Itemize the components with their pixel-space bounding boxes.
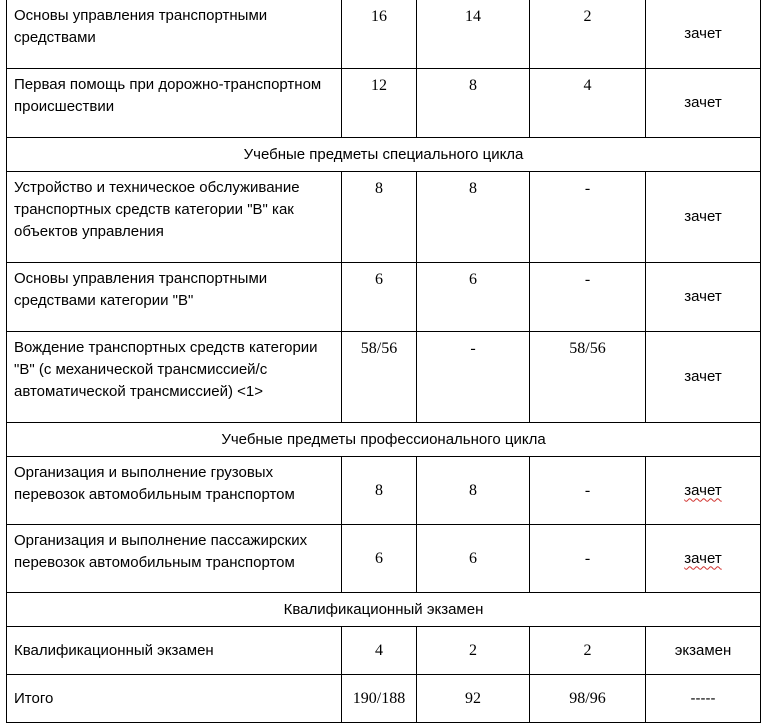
subject-cell: Организация и выполнение пассажирских перевозок автомобильным транспортом: [7, 525, 342, 593]
theory-hours-cell: 8: [417, 172, 530, 263]
theory-hours-cell: 2: [417, 627, 530, 675]
table-row: [7, 263, 761, 332]
practice-hours-cell: 2: [530, 627, 646, 675]
table-row-total: [7, 675, 761, 723]
section-heading: Квалификационный экзамен: [7, 593, 761, 627]
theory-hours-cell: 8: [417, 457, 530, 525]
theory-hours-cell: 8: [417, 69, 530, 138]
practice-hours-cell: 2: [530, 0, 646, 69]
total-hours-cell: 12: [342, 69, 417, 138]
table-row: [7, 332, 761, 423]
certification-cell: [646, 525, 761, 593]
section-heading: Учебные предметы специального цикла: [7, 138, 761, 172]
total-hours-cell: 190/188: [342, 675, 417, 723]
theory-hours-cell: 14: [417, 0, 530, 69]
certification-cell: зачет: [646, 172, 761, 263]
total-hours-cell: 6: [342, 525, 417, 593]
practice-hours-cell: -: [530, 457, 646, 525]
table-row: [7, 172, 761, 263]
practice-hours-cell: -: [530, 172, 646, 263]
theory-hours-cell: -: [417, 332, 530, 423]
practice-hours-cell: -: [530, 263, 646, 332]
theory-hours-cell: 92: [417, 675, 530, 723]
practice-hours-cell: -: [530, 525, 646, 593]
total-hours-cell: 16: [342, 0, 417, 69]
subject-cell: Основы управления транспортными средствами категории "B": [7, 263, 342, 332]
certification-text: зачет: [684, 481, 722, 499]
subject-cell: Вождение транспортных средств категории "B" (с механической трансмиссией/с автоматической трансмиссией) <1>: [7, 332, 342, 423]
subject-cell: Организация и выполнение грузовых перевозок автомобильным транспортом: [7, 457, 342, 525]
practice-hours-cell: 58/56: [530, 332, 646, 423]
certification-text: зачет: [684, 549, 722, 567]
total-hours-cell: 6: [342, 263, 417, 332]
section-row: [7, 138, 761, 172]
table-row: [7, 525, 761, 593]
subject-cell: Итого: [7, 675, 342, 723]
table-row: [7, 69, 761, 138]
certification-cell: зачет: [646, 0, 761, 69]
total-hours-cell: 58/56: [342, 332, 417, 423]
subject-cell: Первая помощь при дорожно-транспортном происшествии: [7, 69, 342, 138]
theory-hours-cell: 6: [417, 525, 530, 593]
subject-cell: Основы управления транспортными средствами: [7, 0, 342, 69]
table-row: [7, 457, 761, 525]
certification-cell: зачет: [646, 263, 761, 332]
certification-cell: экзамен: [646, 627, 761, 675]
certification-cell: зачет: [646, 332, 761, 423]
theory-hours-cell: 6: [417, 263, 530, 332]
practice-hours-cell: 98/96: [530, 675, 646, 723]
certification-cell: [646, 457, 761, 525]
subject-cell: Квалификационный экзамен: [7, 627, 342, 675]
total-hours-cell: 8: [342, 457, 417, 525]
curriculum-table: [6, 0, 761, 723]
section-row: [7, 423, 761, 457]
section-row: [7, 593, 761, 627]
certification-cell: зачет: [646, 69, 761, 138]
table-row: [7, 627, 761, 675]
practice-hours-cell: 4: [530, 69, 646, 138]
total-hours-cell: 4: [342, 627, 417, 675]
certification-cell: -----: [646, 675, 761, 723]
section-heading: Учебные предметы профессионального цикла: [7, 423, 761, 457]
table-row: [7, 0, 761, 69]
total-hours-cell: 8: [342, 172, 417, 263]
subject-cell: Устройство и техническое обслуживание транспортных средств категории "B" как объектов управления: [7, 172, 342, 263]
